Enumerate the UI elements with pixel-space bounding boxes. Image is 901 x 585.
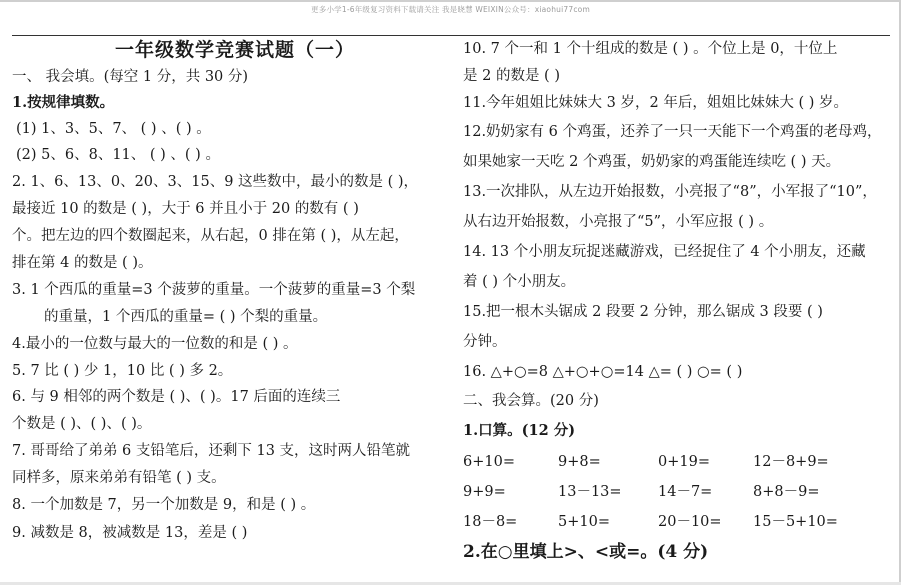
question-10-line-1: 10. 7 个一和 1 个十组成的数是 ( ) 。个位上是 0，十位上 [463,41,838,57]
oral-calculation-heading: 1.口算。(12 分) [463,422,576,439]
section-2-heading: 二、我会算。(20 分) [463,393,599,409]
question-13-line-2: 从右边开始报数，小亮报了“5”，小军应报 ( ) 。 [463,214,774,230]
oral-problem: 12－8+9= [753,454,829,470]
question-3-line-2: 的重量，1 个西瓜的重量= ( ) 个梨的重量。 [44,309,328,325]
page-title: 一年级数学竞赛试题（一） [114,39,355,61]
question-1: 1.按规律填数。 [12,94,115,111]
oral-problem: 6+10= [463,454,515,470]
question-5: 5. 7 比 ( ) 少 1，10 比 ( ) 多 2。 [12,363,233,379]
right-column [463,36,887,567]
oral-row [463,507,887,537]
question-2-line-2: 最接近 10 的数是 ( )，大于 6 并且小于 20 的数有 ( ) [12,201,359,217]
compare-heading: 2.在○里填上>、<或=。(4 分) [463,542,709,562]
left-column [12,36,458,547]
question-6-line-2: 个数是 ( )、( )、( )。 [12,416,152,432]
oral-problem: 9+9= [463,484,506,500]
question-15-line-1: 15.把一根木头锯成 2 段要 2 分钟，那么锯成 3 段要 ( ) [463,304,823,320]
question-4: 4.最小的一位数与最大的一位数的和是 ( ) 。 [12,336,298,352]
oral-row [463,447,887,477]
question-12-line-2: 如果她家一天吃 2 个鸡蛋，奶奶家的鸡蛋能连续吃 ( ) 天。 [463,154,841,170]
question-1-part-2: (2) 5、6、8、11、 ( ) 、( ) 。 [16,147,220,163]
question-10-line-2: 是 2 的数是 ( ) [463,68,560,84]
question-2-line-3: 个。把左边的四个数圈起来，从右起，0 排在第 ( )，从左起， [12,228,409,244]
question-1-part-1: (1) 1、3、5、7、 ( ) 、( ) 。 [16,121,211,137]
question-12-line-1: 12.奶奶家有 6 个鸡蛋，还养了一只一天能下一个鸡蛋的老母鸡， [463,124,882,140]
oral-problem: 13－13= [558,484,622,500]
oral-problem: 14－7= [658,484,713,500]
question-3-line-1: 3. 1 个西瓜的重量=3 个菠萝的重量。一个菠萝的重量=3 个梨 [12,282,416,298]
oral-problem: 20－10= [658,514,722,530]
page-border-top [0,0,901,2]
oral-row [463,477,887,507]
question-7-line-1: 7. 哥哥给了弟弟 6 支铅笔后，还剩下 13 支，这时两人铅笔就 [12,443,411,459]
question-16: 16. △+○=8 △+○+○=14 △= ( ) ○= ( ) [463,364,743,380]
oral-problem: 18－8= [463,514,518,530]
question-2-line-4: 排在第 4 的数是 ( )。 [12,255,153,271]
question-9: 9. 减数是 8，被减数是 13，差是 ( ) [12,525,248,541]
oral-problem: 15－5+10= [753,514,838,530]
question-2-line-1: 2. 1、6、13、0、20、3、15、9 这些数中，最小的数是 ( )， [12,174,419,190]
oral-problem: 8+8－9= [753,484,820,500]
question-14-line-1: 14. 13 个小朋友玩捉迷藏游戏，已经捉住了 4 个小朋友，还藏 [463,244,866,260]
question-14-line-2: 着 ( ) 个小朋友。 [463,274,576,290]
oral-problem: 5+10= [558,514,610,530]
question-6-line-1: 6. 与 9 相邻的两个数是 ( )、( )。17 后面的连续三 [12,389,341,405]
oral-problem: 0+19= [658,454,710,470]
question-7-line-2: 同样多，原来弟弟有铅笔 ( ) 支。 [12,470,226,486]
question-13-line-1: 13.一次排队，从左边开始报数，小亮报了“8”，小军报了“10”， [463,184,877,200]
question-11: 11.今年姐姐比妹妹大 3 岁，2 年后，姐姐比妹妹大 ( ) 岁。 [463,95,848,111]
header-watermark: 更多小学1-6年级复习资料下载请关注 我是晓慧 WEIXIN公众号：xiaohui77com [311,5,590,14]
oral-problem: 9+8= [558,454,601,470]
section-1-heading: 一、 我会填。(每空 1 分，共 30 分) [12,69,249,85]
question-8: 8. 一个加数是 7，另一个加数是 9，和是 ( ) 。 [12,497,316,513]
question-15-line-2: 分钟。 [463,334,507,350]
